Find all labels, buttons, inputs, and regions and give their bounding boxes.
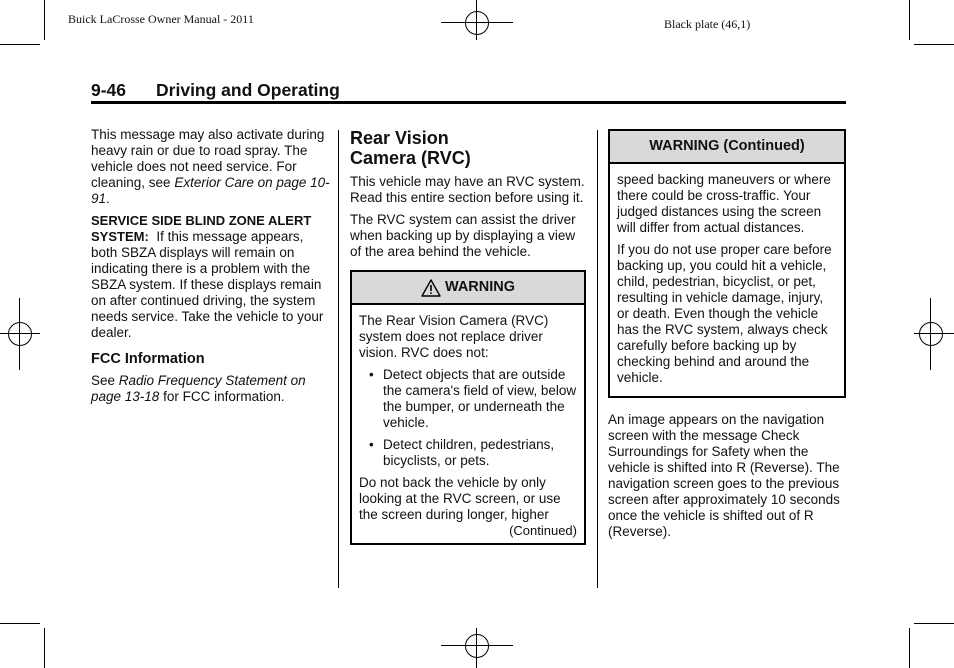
column-1 [91,127,331,411]
warning-title-bar [352,272,584,305]
paragraph-blind-zone-rain: This message may also activate during heavy rain or due to road spray. The vehicle does not need service. For cleaning, see Exterior Care on page 10-91. [91,127,330,206]
warning-closing: Do not back the vehicle by only looking at the RVC screen, or use the screen during longer, higher [359,475,561,522]
list-item: • Detect objects that are outside the camera's field of view, below the bumper, or underneath the vehicle. [359,367,577,431]
paragraph-fcc: See Radio Frequency Statement on page 13-18 for FCC information. [91,373,306,404]
navigation-paragraph: An image appears on the navigation screen with the message Check Surroundings for Safety when the vehicle is shifted into R (Reverse). The navigation screen goes to the previous screen after approximately 10 seconds once the vehicle is shifted out of R (Reverse). [608,412,840,539]
header-rule [91,101,846,104]
paragraph-sbza: SERVICE SIDE BLIND ZONE ALERT SYSTEM: If this message appears, both SBZA displays will remain on indicating there is a problem with the SBZA system. If these displays remain on after continued driving, the system needs service. Take the vehicle to your dealer. [91,213,324,340]
rvc-description: The RVC system can assist the driver when backing up by displaying a view of the area behind the vehicle. [350,212,576,259]
warning-continued-p2: If you do not use proper care before backing up, you could hit a vehicle, child, pedestrian, bicyclist, or pet, resulting in vehicle damage, injury, or death. Even though the vehicle has the RVC system, always check carefully before backing up by checking behind and around the vehicle. [617,242,832,385]
warning-continued-p1: speed backing maneuvers or where there could be cross-traffic. Your judged distances using the screen will differ from actual distances. [617,172,831,235]
warning-continued-box [608,129,846,398]
list-item: • Detect children, pedestrians, bicyclists, or pets. [359,437,577,469]
column-divider-2 [597,130,598,588]
warning-intro: The Rear Vision Camera (RVC) system does not replace driver vision. RVC does not: [359,313,549,360]
warning-continued-title-bar [610,131,844,164]
column-divider-1 [338,130,339,588]
plate-label: Black plate (46,1) [664,17,751,31]
manual-title: Buick LaCrosse Owner Manual - 2011 [68,12,254,26]
column-2 [350,128,586,545]
rvc-intro: This vehicle may have an RVC system. Read this entire section before using it. [350,174,585,205]
warning-title: WARNING [444,279,516,295]
warning-body [352,305,584,543]
warning-triangle-icon [421,279,441,297]
column-3 [608,128,846,546]
sbza-label: SERVICE SIDE BLIND ZONE ALERT SYSTEM: [91,213,312,244]
cross-reference: Exterior Care on page 10-91 [91,175,330,206]
section-title: Driving and Operating [156,80,340,100]
warning-continued-title: WARNING (Continued) [649,138,805,154]
page-number: 9-46 [91,80,127,100]
warning-box [350,270,586,545]
continued-label: (Continued) [509,523,577,538]
fcc-heading: FCC Information [91,351,205,367]
warning-bullet-list [359,367,577,469]
page-header [91,80,846,101]
warning-continued-body [610,164,844,396]
cross-reference: Radio Frequency Statement on page 13-18 [91,373,306,404]
rvc-heading: Rear Vision Camera (RVC) [350,128,471,168]
